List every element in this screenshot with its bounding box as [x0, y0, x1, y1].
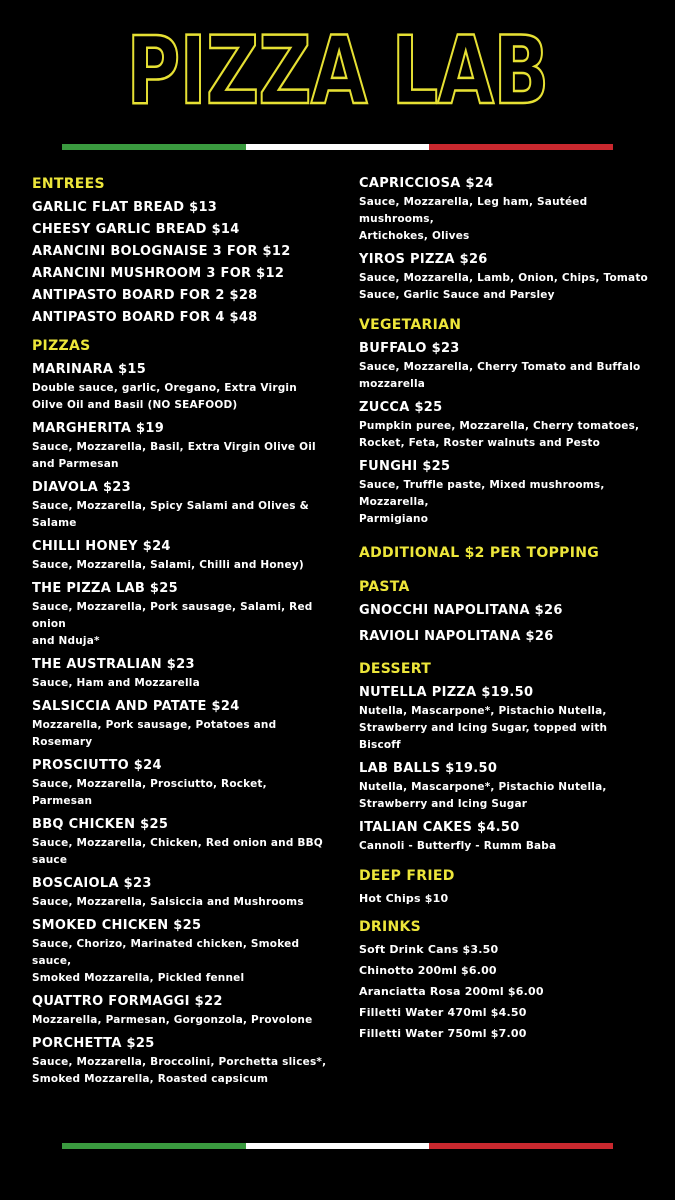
drink-item: Filletti Water 470ml $4.50	[359, 1006, 527, 1019]
vegetarian-heading: VEGETARIAN	[359, 317, 462, 333]
item-name: SALSICCIA AND PATATE $24	[32, 699, 240, 714]
item-name: QUATTRO FORMAGGI $22	[32, 994, 223, 1009]
item-name: BUFFALO $23	[359, 341, 460, 356]
drink-item: Chinotto 200ml $6.00	[359, 964, 497, 977]
item-name: SMOKED CHICKEN $25	[32, 918, 202, 933]
item-name: MARINARA $15	[32, 362, 147, 377]
menu-item: ARANCINI BOLOGNAISE 3 FOR $12	[32, 244, 291, 259]
item-name: ITALIAN CAKES $4.50	[359, 820, 520, 835]
item-name: LAB BALLS $19.50	[359, 761, 498, 776]
item-name: MARGHERITA $19	[32, 421, 165, 436]
menu-item	[359, 761, 649, 813]
menu-item: CHEESY GARLIC BREAD $14	[32, 222, 240, 237]
menu-item	[32, 362, 332, 414]
additional-topping-note: ADDITIONAL $2 PER TOPPING	[359, 545, 600, 561]
italian-flag-divider-top	[62, 144, 613, 150]
menu-item	[32, 817, 332, 869]
item-name: THE AUSTRALIAN $23	[32, 657, 195, 672]
menu-item	[359, 820, 649, 855]
item-description: Cannoli - Butterfly - Rumm Baba	[359, 840, 557, 852]
menu-left-column	[32, 176, 332, 1095]
item-description: Sauce, Mozzarella, Prosciutto, Rocket, Parmesan	[32, 778, 267, 807]
flag-white-stripe	[246, 1143, 430, 1149]
menu-item	[32, 657, 332, 692]
menu-item: GNOCCHI NAPOLITANA $26	[359, 603, 563, 618]
menu-right-column	[359, 176, 649, 1048]
menu-item: ARANCINI MUSHROOM 3 FOR $12	[32, 266, 285, 281]
italian-flag-divider-bottom	[62, 1143, 613, 1149]
menu-item	[32, 1036, 332, 1088]
menu-item	[32, 994, 332, 1029]
item-name: BBQ CHICKEN $25	[32, 817, 169, 832]
item-description: Sauce, Mozzarella, Broccolini, Porchetta slices*, Smoked Mozzarella, Roasted capsicum	[32, 1056, 327, 1085]
item-name: DIAVOLA $23	[32, 480, 131, 495]
item-description: Sauce, Mozzarella, Lamb, Onion, Chips, Tomato Sauce, Garlic Sauce and Parsley	[359, 272, 648, 301]
item-description: Sauce, Mozzarella, Salami, Chilli and Honey)	[32, 559, 304, 571]
flag-green-stripe	[62, 1143, 246, 1149]
item-description: Sauce, Chorizo, Marinated chicken, Smoked sauce, Smoked Mozzarella, Pickled fennel	[32, 938, 300, 984]
flag-green-stripe	[62, 144, 246, 150]
item-name: BOSCAIOLA $23	[32, 876, 152, 891]
menu-item: GARLIC FLAT BREAD $13	[32, 200, 218, 215]
menu-item	[32, 876, 332, 911]
item-name: NUTELLA PIZZA $19.50	[359, 685, 534, 700]
item-description: Double sauce, garlic, Oregano, Extra Virgin Oilve Oil and Basil (NO SEAFOOD)	[32, 382, 297, 411]
flag-red-stripe	[429, 1143, 613, 1149]
flag-white-stripe	[246, 144, 430, 150]
item-name: ZUCCA $25	[359, 400, 443, 415]
menu-item: RAVIOLI NAPOLITANA $26	[359, 629, 554, 644]
item-description: Sauce, Mozzarella, Chicken, Red onion and BBQ sauce	[32, 837, 323, 866]
menu-item	[359, 400, 649, 452]
flag-red-stripe	[429, 144, 613, 150]
item-description: Sauce, Mozzarella, Spicy Salami and Olives & Salame	[32, 500, 309, 529]
item-description: Sauce, Mozzarella, Leg ham, Sautéed mushrooms, Artichokes, Olives	[359, 196, 588, 242]
menu-item	[32, 699, 332, 751]
item-description: Nutella, Mascarpone*, Pistachio Nutella, Strawberry and Icing Sugar	[359, 781, 607, 810]
item-description: Sauce, Mozzarella, Basil, Extra Virgin Olive Oil and Parmesan	[32, 441, 316, 470]
item-description: Nutella, Mascarpone*, Pistachio Nutella, Strawberry and Icing Sugar, topped with Biscoff	[359, 705, 608, 751]
item-description: Sauce, Mozzarella, Cherry Tomato and Buffalo mozzarella	[359, 361, 641, 390]
pizzas-heading: PIZZAS	[32, 338, 91, 354]
menu-item	[32, 581, 332, 650]
item-name: PORCHETTA $25	[32, 1036, 155, 1051]
drinks-heading: DRINKS	[359, 919, 422, 935]
menu-item	[359, 176, 649, 245]
item-description: Sauce, Ham and Mozzarella	[32, 677, 200, 689]
menu-item	[32, 758, 332, 810]
menu-item	[32, 918, 332, 987]
item-description: Sauce, Truffle paste, Mixed mushrooms, Mozzarella, Parmigiano	[359, 479, 605, 525]
dessert-heading: DESSERT	[359, 661, 432, 677]
item-description: Sauce, Mozzarella, Salsiccia and Mushrooms	[32, 896, 304, 908]
drink-item: Filletti Water 750ml $7.00	[359, 1027, 527, 1040]
pasta-heading: PASTA	[359, 579, 410, 595]
item-description: Sauce, Mozzarella, Pork sausage, Salami, Red onion and Nduja*	[32, 601, 313, 647]
item-description: Mozzarella, Pork sausage, Potatoes and Rosemary	[32, 719, 277, 748]
menu-item	[359, 459, 649, 528]
drink-item: Soft Drink Cans $3.50	[359, 943, 499, 956]
item-description: Mozzarella, Parmesan, Gorgonzola, Provolone	[32, 1014, 313, 1026]
item-name: CHILLI HONEY $24	[32, 539, 171, 554]
menu-item	[32, 539, 332, 574]
menu-item	[359, 341, 649, 393]
menu-item	[359, 252, 649, 304]
menu-item	[32, 421, 332, 473]
menu-item	[32, 480, 332, 532]
menu-item: Hot Chips $10	[359, 892, 449, 905]
menu-item: ANTIPASTO BOARD FOR 2 $28	[32, 288, 258, 303]
item-name: THE PIZZA LAB $25	[32, 581, 178, 596]
drink-item: Aranciatta Rosa 200ml $6.00	[359, 985, 544, 998]
deep-fried-heading: DEEP FRIED	[359, 868, 455, 884]
item-name: CAPRICCIOSA $24	[359, 176, 494, 191]
item-description: Pumpkin puree, Mozzarella, Cherry tomatoes, Rocket, Feta, Roster walnuts and Pesto	[359, 420, 640, 449]
menu-item	[359, 685, 649, 754]
restaurant-title: PIZZA LAB	[126, 17, 549, 126]
item-name: FUNGHI $25	[359, 459, 451, 474]
item-name: PROSCIUTTO $24	[32, 758, 162, 773]
item-name: YIROS PIZZA $26	[359, 252, 488, 267]
entrees-heading: ENTREES	[32, 176, 105, 192]
menu-item: ANTIPASTO BOARD FOR 4 $48	[32, 310, 258, 325]
